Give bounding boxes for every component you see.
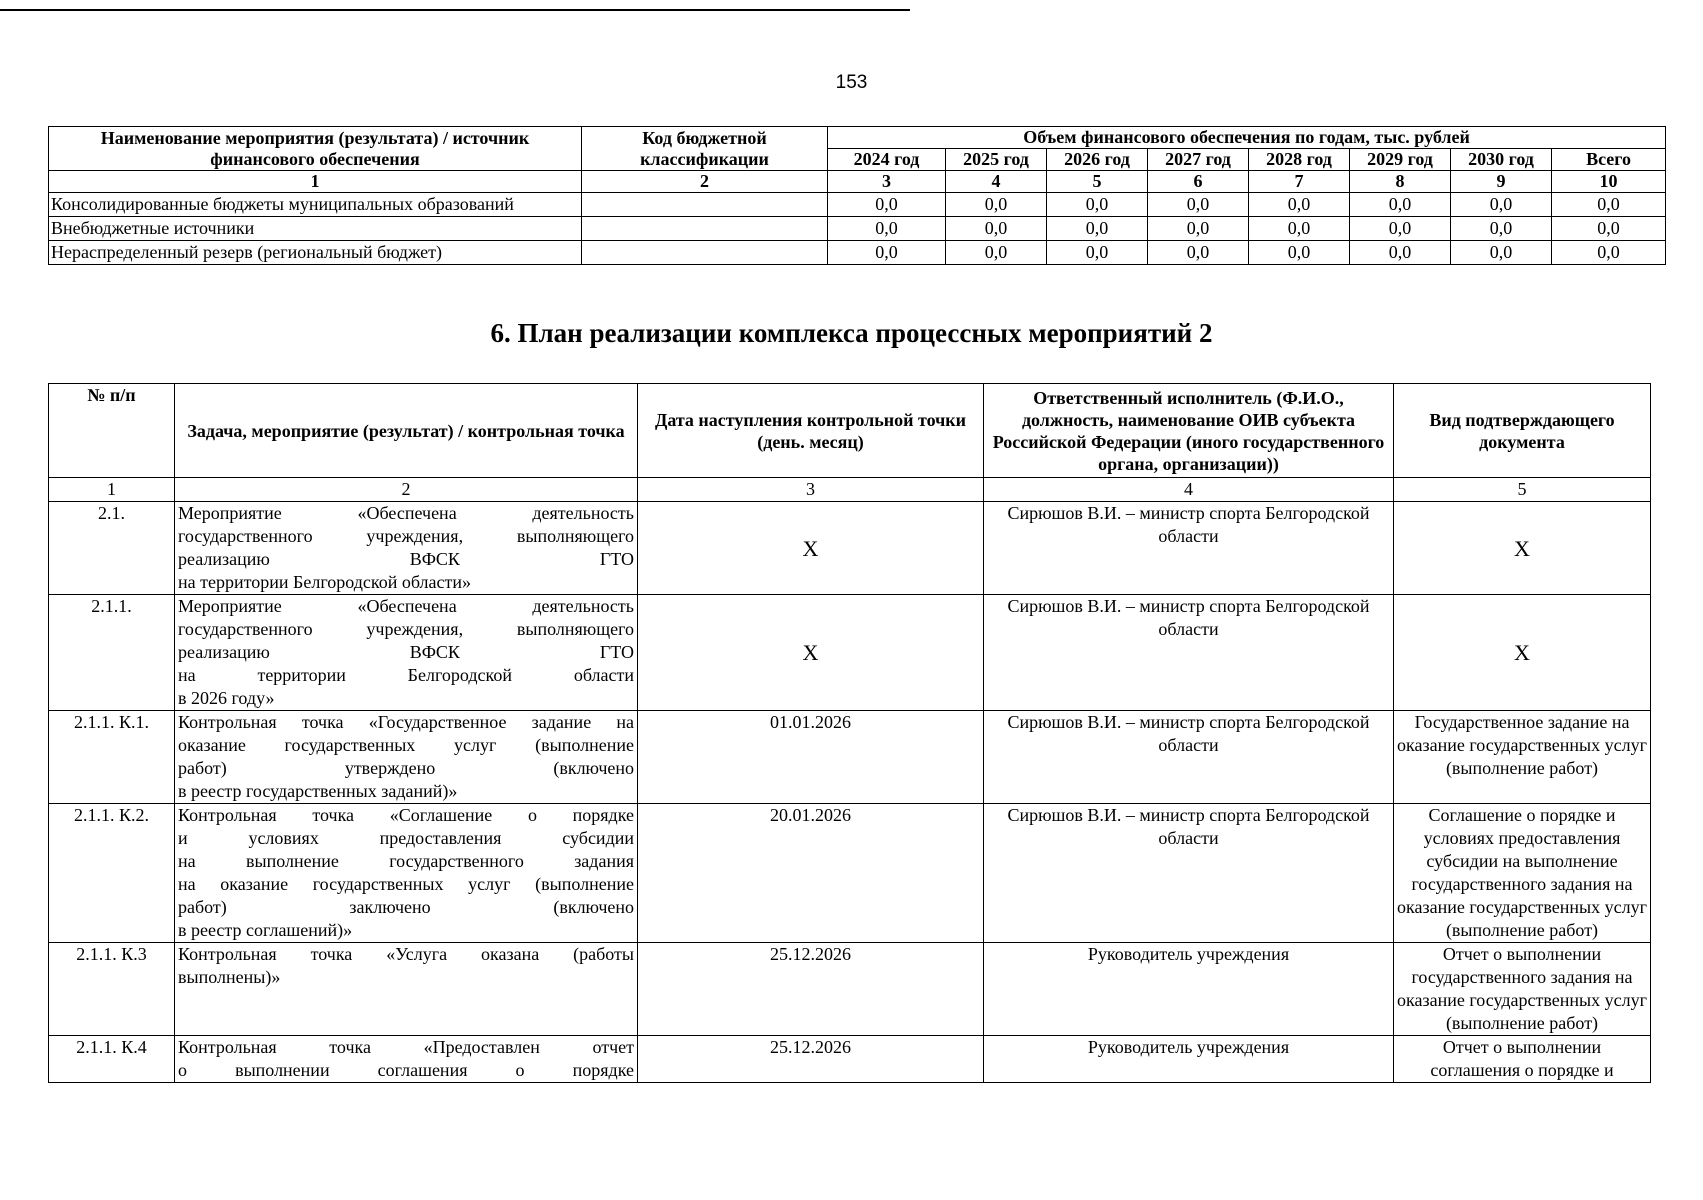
confirming-document: Отчет о выполнении государственного задания на оказание государственных услуг (выполнение работ) (1394, 943, 1651, 1036)
task-cell (175, 1036, 638, 1083)
table-row (49, 502, 1651, 595)
table-row (49, 804, 1651, 943)
section-title: 6. План реализации комплекса процессных мероприятий 2 (490, 318, 1213, 348)
executor: Сирюшов В.И. – министр спорта Белгородской области (984, 502, 1394, 595)
task-line: на оказание государственных услуг (выполнение (178, 874, 634, 894)
row-number: 2.1. (49, 502, 175, 595)
confirming-document: Государственное задание на оказание государственных услуг (выполнение работ) (1394, 711, 1651, 804)
column-number: 1 (49, 478, 175, 502)
value-cell: 0,0 (1451, 193, 1552, 217)
header-date: Дата наступления контрольной точки (день. месяц) (638, 384, 984, 478)
total-cell: 0,0 (1552, 241, 1666, 265)
value-cell: 0,0 (828, 217, 946, 241)
financing-table (48, 126, 1666, 265)
header-name: Наименование мероприятия (результата) / источник финансового обеспечения (49, 127, 582, 171)
value-cell: 0,0 (946, 241, 1047, 265)
task-line: реализацию ВФСК ГТО (178, 642, 634, 662)
value-cell: 0,0 (1249, 241, 1350, 265)
task-line: о выполнении соглашения о порядке (178, 1060, 634, 1080)
value-cell: 0,0 (828, 193, 946, 217)
task-line: реализацию ВФСК ГТО (178, 549, 634, 569)
table-row (49, 711, 1651, 804)
column-number: 9 (1451, 171, 1552, 193)
task-line: государственного учреждения, выполняющего (178, 526, 634, 546)
plan-table (48, 383, 1651, 1083)
header-total: Всего (1552, 149, 1666, 171)
confirming-document: Отчет о выполнении соглашения о порядке и (1394, 1036, 1651, 1083)
executor: Сирюшов В.И. – министр спорта Белгородской области (984, 804, 1394, 943)
header-doc: Вид подтверждающего документа (1394, 384, 1651, 478)
column-number: 1 (49, 171, 582, 193)
value-cell: 0,0 (828, 241, 946, 265)
task-line: работ) утверждено (включено (178, 758, 634, 778)
task-line: на выполнение государственного задания (178, 851, 634, 871)
column-number: 2 (582, 171, 828, 193)
value-cell: 0,0 (1350, 241, 1451, 265)
source-name: Консолидированные бюджеты муниципальных образований (49, 193, 582, 217)
task-line: работ) заключено (включено (178, 897, 634, 917)
header-year: 2028 год (1249, 149, 1350, 171)
value-cell: 0,0 (946, 193, 1047, 217)
value-cell: 0,0 (1047, 217, 1148, 241)
task-line: Контрольная точка «Соглашение о порядке (178, 805, 634, 825)
control-date: 25.12.2026 (638, 943, 984, 1036)
column-number: 7 (1249, 171, 1350, 193)
table-row (49, 193, 1666, 217)
executor: Сирюшов В.И. – министр спорта Белгородской области (984, 595, 1394, 711)
column-number: 4 (984, 478, 1394, 502)
page-number: 153 (835, 72, 868, 93)
value-cell: 0,0 (1148, 217, 1249, 241)
column-number-row (49, 171, 1666, 193)
column-number: 3 (828, 171, 946, 193)
header-volume: Объем финансового обеспечения по годам, тыс. рублей (828, 127, 1666, 149)
column-number: 3 (638, 478, 984, 502)
column-number: 2 (175, 478, 638, 502)
header-code: Код бюджетной классификации (582, 127, 828, 171)
table-row (49, 217, 1666, 241)
row-number: 2.1.1. К.1. (49, 711, 175, 804)
value-cell: 0,0 (1350, 217, 1451, 241)
task-cell (175, 943, 638, 1036)
header-year: 2027 год (1148, 149, 1249, 171)
source-name: Внебюджетные источники (49, 217, 582, 241)
budget-code (582, 241, 828, 265)
value-cell: 0,0 (1148, 241, 1249, 265)
value-cell: 0,0 (946, 217, 1047, 241)
task-line: в 2026 году» (178, 688, 275, 708)
row-number: 2.1.1. (49, 595, 175, 711)
task-line: и условиях предоставления субсидии (178, 828, 634, 848)
column-number: 5 (1047, 171, 1148, 193)
header-task: Задача, мероприятие (результат) / контрольная точка (175, 384, 638, 478)
budget-code (582, 217, 828, 241)
value-cell: 0,0 (1249, 193, 1350, 217)
row-number: 2.1.1. К.2. (49, 804, 175, 943)
table-row (49, 943, 1651, 1036)
task-cell (175, 711, 638, 804)
control-date: Х (638, 502, 984, 595)
header-year: 2030 год (1451, 149, 1552, 171)
task-line: в реестр государственных заданий)» (178, 781, 458, 801)
task-cell (175, 804, 638, 943)
task-line: государственного учреждения, выполняющего (178, 619, 634, 639)
budget-code (582, 193, 828, 217)
task-line: выполнены)» (178, 967, 281, 987)
confirming-document: Х (1394, 595, 1651, 711)
row-number: 2.1.1. К.4 (49, 1036, 175, 1083)
task-line: в реестр соглашений)» (178, 920, 353, 940)
task-line: Мероприятие «Обеспечена деятельность (178, 503, 634, 523)
table-row (49, 595, 1651, 711)
task-line: Контрольная точка «Предоставлен отчет (178, 1037, 634, 1057)
header-num: № п/п (49, 384, 175, 478)
control-date: 01.01.2026 (638, 711, 984, 804)
task-cell (175, 595, 638, 711)
task-line: на территории Белгородской области (178, 665, 634, 685)
task-cell (175, 502, 638, 595)
table-row (49, 241, 1666, 265)
executor: Руководитель учреждения (984, 1036, 1394, 1083)
control-date: Х (638, 595, 984, 711)
executor: Сирюшов В.И. – министр спорта Белгородской области (984, 711, 1394, 804)
column-number: 6 (1148, 171, 1249, 193)
header-year: 2026 год (1047, 149, 1148, 171)
task-line: Контрольная точка «Услуга оказана (работы (178, 944, 634, 964)
value-cell: 0,0 (1047, 193, 1148, 217)
column-number-row (49, 478, 1651, 502)
value-cell: 0,0 (1148, 193, 1249, 217)
value-cell: 0,0 (1350, 193, 1451, 217)
table-row (49, 1036, 1651, 1083)
value-cell: 0,0 (1451, 217, 1552, 241)
header-executor: Ответственный исполнитель (Ф.И.О., должность, наименование ОИВ субъекта Российской Федерации (иного государственного органа, организации)) (984, 384, 1394, 478)
header-year: 2025 год (946, 149, 1047, 171)
value-cell: 0,0 (1451, 241, 1552, 265)
source-name: Нераспределенный резерв (региональный бюджет) (49, 241, 582, 265)
executor: Руководитель учреждения (984, 943, 1394, 1036)
top-rule (0, 9, 910, 11)
confirming-document: Соглашение о порядке и условиях предоставления субсидии на выполнение государственного задания на оказание государственных услуг (выполнение работ) (1394, 804, 1651, 943)
column-number: 10 (1552, 171, 1666, 193)
column-number: 4 (946, 171, 1047, 193)
total-cell: 0,0 (1552, 217, 1666, 241)
header-year: 2029 год (1350, 149, 1451, 171)
value-cell: 0,0 (1249, 217, 1350, 241)
row-number: 2.1.1. К.3 (49, 943, 175, 1036)
task-line: Контрольная точка «Государственное задание на (178, 712, 634, 732)
column-number: 8 (1350, 171, 1451, 193)
total-cell: 0,0 (1552, 193, 1666, 217)
task-line: оказание государственных услуг (выполнение (178, 735, 634, 755)
task-line: на территории Белгородской области» (178, 572, 472, 592)
task-line: Мероприятие «Обеспечена деятельность (178, 596, 634, 616)
control-date: 25.12.2026 (638, 1036, 984, 1083)
confirming-document: Х (1394, 502, 1651, 595)
column-number: 5 (1394, 478, 1651, 502)
control-date: 20.01.2026 (638, 804, 984, 943)
header-year: 2024 год (828, 149, 946, 171)
value-cell: 0,0 (1047, 241, 1148, 265)
